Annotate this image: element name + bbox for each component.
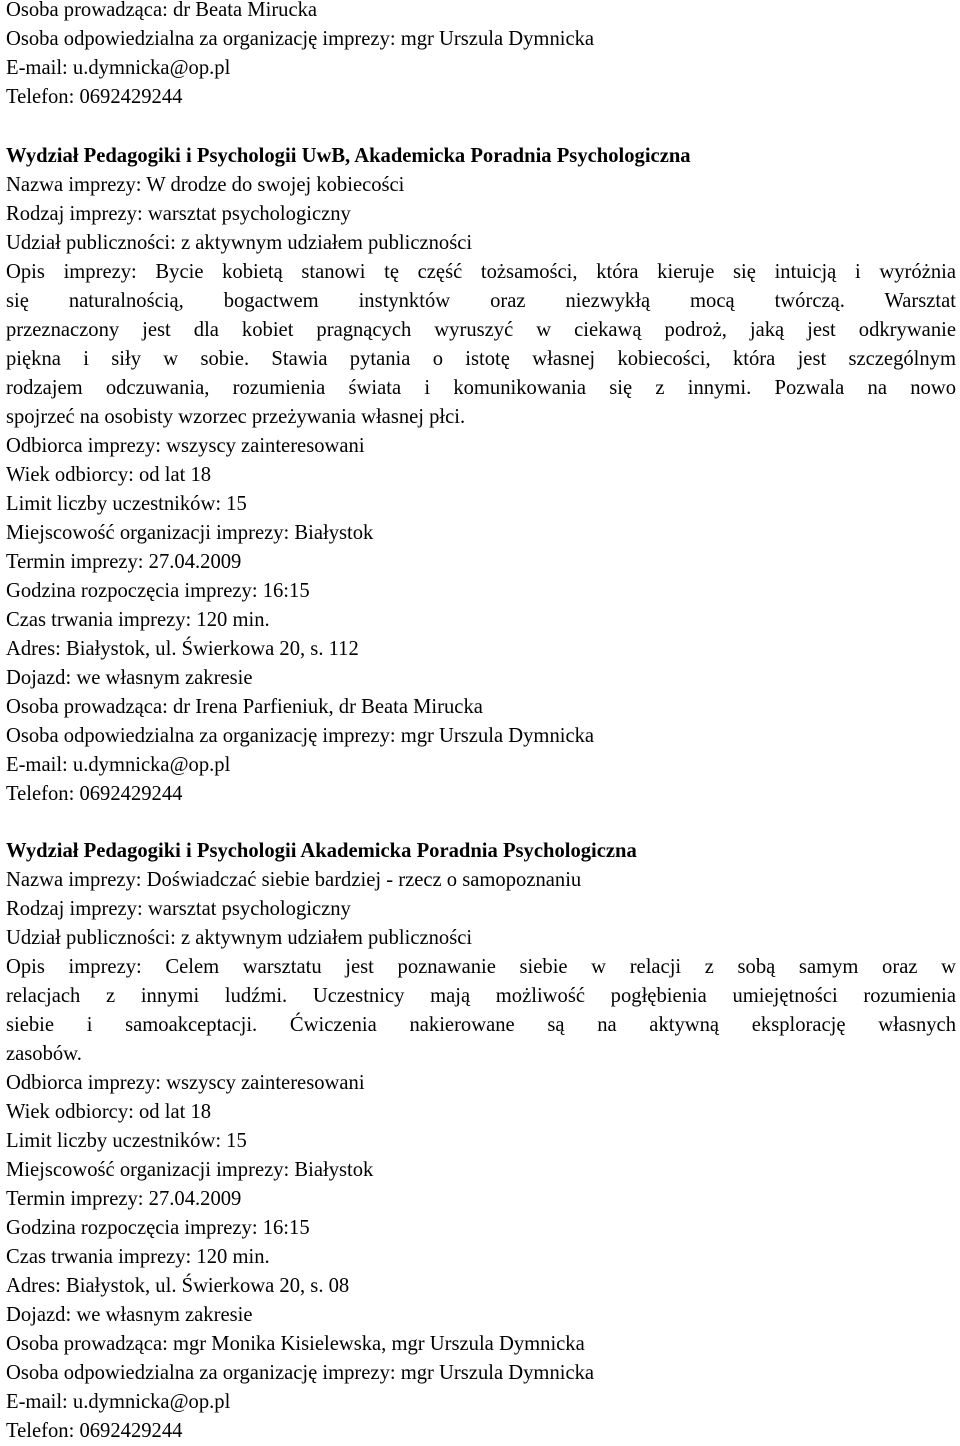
description-line: spojrzeć na osobisty wzorzec przeżywania własnej płci. (6, 406, 466, 428)
event-limit: Limit liczby uczestników: 15 (6, 493, 247, 515)
event-duration: Czas trwania imprezy: 120 min. (6, 609, 270, 631)
event-email: E-mail: u.dymnicka@op.pl (6, 754, 231, 776)
event-date: Termin imprezy: 27.04.2009 (6, 551, 242, 573)
event-phone: Telefon: 0692429244 (6, 1420, 183, 1442)
previous-event-contact (6, 0, 956, 112)
description-line: relacjach z innymi ludźmi. Uczestnicy mają możliwość pogłębienia umiejętności rozumienia (6, 985, 956, 1007)
event-2 (6, 837, 956, 1446)
event-1 (6, 142, 956, 809)
event-heading: Wydział Pedagogiki i Psychologii Akademicka Poradnia Psychologiczna (6, 840, 637, 862)
event-type: Rodzaj imprezy: warsztat psychologiczny (6, 203, 351, 225)
description-line: piękna i siły w sobie. Stawia pytania o istotę własnej kobiecości, która jest szczególnym (6, 348, 956, 370)
event-audience: Odbiorca imprezy: wszyscy zainteresowani (6, 435, 365, 457)
event-date: Termin imprezy: 27.04.2009 (6, 1188, 242, 1210)
event-heading: Wydział Pedagogiki i Psychologii UwB, Akademicka Poradnia Psychologiczna (6, 145, 691, 167)
lead-person: Osoba prowadząca: dr Beata Mirucka (6, 0, 318, 21)
event-participation: Udział publiczności: z aktywnym udziałem publiczności (6, 232, 473, 254)
description-line: się naturalnością, bogactwem instynktów oraz niezwykłą mocą twórczą. Warsztat (6, 290, 956, 312)
event-transport: Dojazd: we własnym zakresie (6, 667, 253, 689)
event-participation: Udział publiczności: z aktywnym udziałem publiczności (6, 927, 473, 949)
event-address: Adres: Białystok, ul. Świerkowa 20, s. 112 (6, 638, 359, 660)
description-line: rodzajem odczuwania, rozumienia świata i komunikowania się z innymi. Pozwala na nowo (6, 377, 956, 399)
event-responsible: Osoba odpowiedzialna za organizację imprezy: mgr Urszula Dymnicka (6, 1362, 595, 1384)
event-phone: Telefon: 0692429244 (6, 783, 183, 805)
event-email: E-mail: u.dymnicka@op.pl (6, 1391, 231, 1413)
event-audience: Odbiorca imprezy: wszyscy zainteresowani (6, 1072, 365, 1094)
responsible-person: Osoba odpowiedzialna za organizację imprezy: mgr Urszula Dymnicka (6, 28, 595, 50)
event-transport: Dojazd: we własnym zakresie (6, 1304, 253, 1326)
event-description (6, 953, 956, 1069)
event-start: Godzina rozpoczęcia imprezy: 16:15 (6, 1217, 310, 1239)
event-age: Wiek odbiorcy: od lat 18 (6, 464, 212, 486)
event-limit: Limit liczby uczestników: 15 (6, 1130, 247, 1152)
description-line: siebie i samoakceptacji. Ćwiczenia nakierowane są na aktywną eksplorację własnych (6, 1014, 956, 1036)
event-name: Nazwa imprezy: Doświadczać siebie bardziej - rzecz o samopoznaniu (6, 869, 582, 891)
event-start: Godzina rozpoczęcia imprezy: 16:15 (6, 580, 310, 602)
phone-text: Telefon: 0692429244 (6, 86, 183, 108)
event-lead: Osoba prowadząca: mgr Monika Kisielewska, mgr Urszula Dymnicka (6, 1333, 585, 1355)
description-line: przeznaczony jest dla kobiet pragnących wyruszyć w ciekawą podroż, jaką jest odkrywanie (6, 319, 956, 341)
event-age: Wiek odbiorcy: od lat 18 (6, 1101, 212, 1123)
event-place: Miejscowość organizacji imprezy: Białystok (6, 522, 374, 544)
description-line: Opis imprezy: Celem warsztatu jest poznawanie siebie w relacji z sobą samym oraz w (6, 956, 956, 978)
description-line: Opis imprezy: Bycie kobietą stanowi tę część tożsamości, która kieruje się intuicją i wyróżnia (6, 261, 956, 283)
event-lead: Osoba prowadząca: dr Irena Parfieniuk, dr Beata Mirucka (6, 696, 483, 718)
event-type: Rodzaj imprezy: warsztat psychologiczny (6, 898, 351, 920)
email-text: E-mail: u.dymnicka@op.pl (6, 57, 231, 79)
event-duration: Czas trwania imprezy: 120 min. (6, 1246, 270, 1268)
event-description (6, 258, 956, 432)
event-name: Nazwa imprezy: W drodze do swojej kobiecości (6, 174, 405, 196)
event-address: Adres: Białystok, ul. Świerkowa 20, s. 08 (6, 1275, 350, 1297)
description-line: zasobów. (6, 1043, 82, 1065)
event-place: Miejscowość organizacji imprezy: Białystok (6, 1159, 374, 1181)
event-responsible: Osoba odpowiedzialna za organizację imprezy: mgr Urszula Dymnicka (6, 725, 595, 747)
